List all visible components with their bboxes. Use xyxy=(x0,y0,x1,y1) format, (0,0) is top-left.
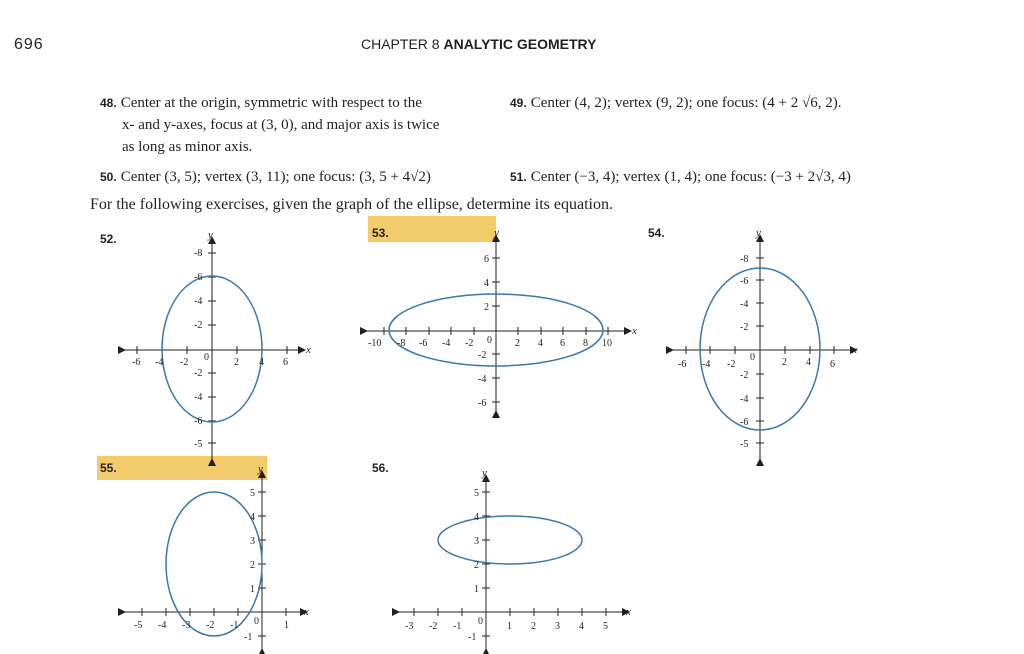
tick-label: 2 xyxy=(531,621,536,632)
page-number: 696 xyxy=(14,36,44,53)
tick-label: -2 xyxy=(478,350,487,361)
tick-label: 3 xyxy=(474,536,479,547)
tick-label: -3 xyxy=(182,620,191,631)
tick-label: 1 xyxy=(284,620,289,631)
x-axis-label: x xyxy=(306,344,311,356)
tick-label: 2 xyxy=(484,302,489,313)
graph-label-53: 53. xyxy=(372,226,389,240)
tick-label: 6 xyxy=(830,359,835,370)
exercise-text: Center (−3, 4); vertex (1, 4); one focus: (−3 + 2√3, 4) xyxy=(530,169,851,185)
tick-label: -4 xyxy=(442,338,451,349)
tick-label: -6 xyxy=(478,398,487,409)
tick-label: 5 xyxy=(603,621,608,632)
tick-label: -8 xyxy=(740,254,749,265)
tick-label: -2 xyxy=(429,621,438,632)
graph-label-56: 56. xyxy=(372,461,389,475)
tick-label: -2 xyxy=(194,368,203,379)
tick-label: -4 xyxy=(478,374,487,385)
exercise-text: Center (3, 5); vertex (3, 11); one focus: (3, 5 + 4√2) xyxy=(120,169,431,185)
tick-label: 2 xyxy=(515,338,520,349)
tick-label: -2 xyxy=(194,320,203,331)
tick-label: -4 xyxy=(702,359,711,370)
tick-label: 4 xyxy=(259,357,264,368)
tick-label: -8 xyxy=(194,248,203,259)
tick-label: 0 xyxy=(254,616,259,627)
tick-label: -2 xyxy=(206,620,215,631)
x-axis-label: x xyxy=(304,606,309,618)
tick-label: -4 xyxy=(740,299,749,310)
tick-label: -1 xyxy=(230,620,239,631)
tick-label: 8 xyxy=(583,338,588,349)
x-axis-label: x xyxy=(626,606,631,618)
exercise-number: 49. xyxy=(510,96,527,110)
x-axis-label: x xyxy=(632,325,637,337)
tick-label: -6 xyxy=(419,338,428,349)
chapter-prefix: CHAPTER 8 xyxy=(361,36,440,52)
tick-label: -2 xyxy=(180,357,189,368)
tick-label: -6 xyxy=(194,272,203,283)
y-axis-label: y xyxy=(494,227,499,239)
x-axis-label: x xyxy=(852,344,857,356)
tick-label: -6 xyxy=(740,417,749,428)
tick-label: -2 xyxy=(465,338,474,349)
graph-52 xyxy=(124,229,311,460)
tick-label: 2 xyxy=(782,357,787,368)
tick-label: 1 xyxy=(507,621,512,632)
y-axis-label: y xyxy=(482,467,487,479)
y-axis-label: y xyxy=(258,463,263,475)
tick-label: 0 xyxy=(204,352,209,363)
tick-label: 2 xyxy=(234,357,239,368)
tick-label: 6 xyxy=(484,254,489,265)
tick-label: -4 xyxy=(194,392,203,403)
graph-label-52: 52. xyxy=(100,232,117,246)
graph-54 xyxy=(672,227,857,460)
tick-label: -2 xyxy=(740,370,749,381)
tick-label: 4 xyxy=(484,278,489,289)
tick-label: -5 xyxy=(194,439,203,450)
tick-label: -6 xyxy=(132,357,141,368)
tick-label: -5 xyxy=(740,439,749,450)
exercise-text: Center (4, 2); vertex (9, 2); one focus: (4 + 2 √6, 2). xyxy=(530,95,842,111)
tick-label: -2 xyxy=(740,322,749,333)
tick-label: -6 xyxy=(740,276,749,287)
exercise-number: 50. xyxy=(100,170,117,184)
tick-label: 3 xyxy=(555,621,560,632)
tick-label: -10 xyxy=(368,338,382,349)
chapter-title: ANALYTIC GEOMETRY xyxy=(443,36,597,52)
ellipse xyxy=(438,516,582,564)
tick-label: 0 xyxy=(487,335,492,346)
tick-label: 2 xyxy=(474,560,479,571)
tick-label: 10 xyxy=(602,338,612,349)
graph-55 xyxy=(124,463,309,650)
tick-label: -1 xyxy=(453,621,462,632)
instruction-text: For the following exercises, given the graph of the ellipse, determine its equation. xyxy=(90,196,613,213)
exercise-number: 48. xyxy=(100,96,117,110)
tick-label: -8 xyxy=(397,338,406,349)
exercise-text: as long as minor axis. xyxy=(122,139,253,155)
tick-label: 4 xyxy=(806,357,811,368)
tick-label: 4 xyxy=(474,512,479,523)
tick-label: -6 xyxy=(194,416,203,427)
tick-label: 3 xyxy=(250,536,255,547)
tick-label: -1 xyxy=(244,632,253,643)
graph-56 xyxy=(398,467,631,650)
tick-label: 1 xyxy=(474,584,479,595)
graph-53 xyxy=(366,227,637,412)
exercise-text: x- and y-axes, focus at (3, 0), and major axis is twice xyxy=(122,117,440,133)
tick-label: 1 xyxy=(250,584,255,595)
tick-label: -6 xyxy=(678,359,687,370)
tick-label: -4 xyxy=(155,357,164,368)
tick-label: 5 xyxy=(474,488,479,499)
tick-label: 4 xyxy=(538,338,543,349)
tick-label: 6 xyxy=(283,357,288,368)
tick-label: -5 xyxy=(134,620,143,631)
tick-label: 4 xyxy=(579,621,584,632)
tick-label: -3 xyxy=(405,621,414,632)
tick-label: 4 xyxy=(250,512,255,523)
tick-label: 6 xyxy=(560,338,565,349)
tick-label: 0 xyxy=(478,616,483,627)
exercise-text: Center at the origin, symmetric with respect to the xyxy=(120,95,422,111)
graph-label-55: 55. xyxy=(100,461,117,475)
exercise-number: 51. xyxy=(510,170,527,184)
y-axis-label: y xyxy=(756,227,761,239)
tick-label: -4 xyxy=(194,296,203,307)
graph-label-54: 54. xyxy=(648,226,665,240)
tick-label: -4 xyxy=(158,620,167,631)
tick-label: 0 xyxy=(750,352,755,363)
tick-label: 5 xyxy=(250,488,255,499)
tick-label: -1 xyxy=(468,632,477,643)
tick-label: -4 xyxy=(740,394,749,405)
tick-label: 2 xyxy=(250,560,255,571)
y-axis-label: y xyxy=(208,229,213,241)
tick-label: -2 xyxy=(727,359,736,370)
